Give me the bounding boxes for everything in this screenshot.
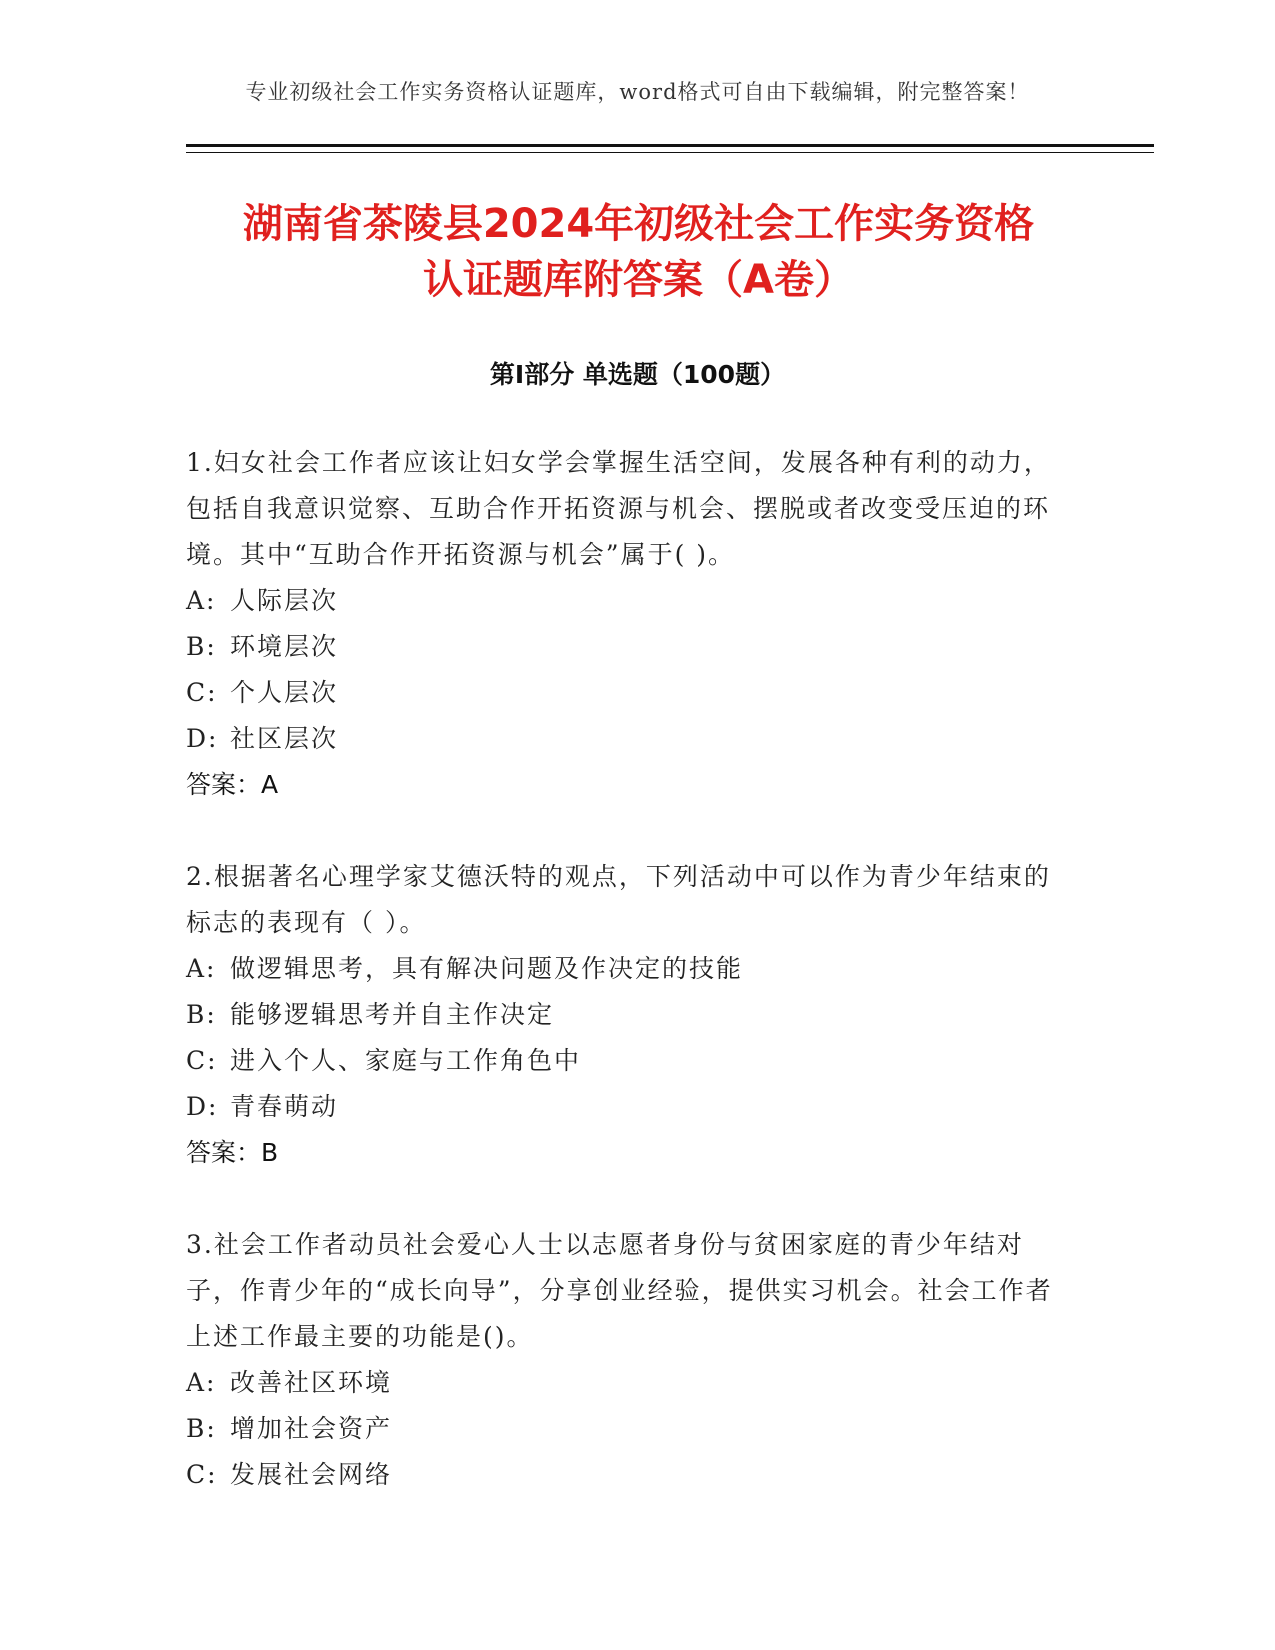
option-text: 人际层次 — [230, 586, 339, 615]
answer: 答案：B — [186, 1138, 279, 1167]
option-a — [186, 946, 1066, 992]
option-text: 能够逻辑思考并自主作决定 — [230, 1000, 555, 1029]
option-b — [186, 624, 1066, 670]
option-text: 进入个人、家庭与工作角色中 — [230, 1046, 582, 1075]
option-key: A: — [186, 1368, 217, 1397]
option-key: A: — [186, 586, 217, 615]
question-stem: 3.社会工作者动员社会爱心人士以志愿者身份与贫困家庭的青少年结对子，作青少年的“成长向导”，分享创业经验，提供实习机会。社会工作者上述工作最主要的功能是()。 — [186, 1230, 1053, 1351]
option-key: D: — [186, 1092, 219, 1121]
question-stem: 2.根据著名心理学家艾德沃特的观点，下列活动中可以作为青少年结束的标志的表现有（ ）。 — [186, 862, 1051, 937]
option-key: C: — [186, 678, 218, 707]
option-key: B: — [186, 1000, 217, 1029]
option-d — [186, 1084, 1066, 1130]
question-2 — [186, 854, 1066, 1176]
document-title-line-2: 认证题库附答案（A卷） — [423, 257, 854, 303]
option-b — [186, 1406, 1066, 1452]
option-a — [186, 578, 1066, 624]
option-c — [186, 1038, 1066, 1084]
document-title-line-1: 湖南省茶陵县2024年初级社会工作实务资格 — [242, 201, 1035, 247]
option-text: 个人层次 — [230, 678, 339, 707]
question-stem: 1.妇女社会工作者应该让妇女学会掌握生活空间，发展各种有利的动力，包括自我意识觉察、互助合作开拓资源与机会、摆脱或者改变受压迫的环境。其中“互助合作开拓资源与机会”属于( )。 — [186, 448, 1051, 569]
question-list — [186, 440, 1066, 1544]
option-key: D: — [186, 724, 219, 753]
option-b — [186, 992, 1066, 1038]
option-text: 做逻辑思考，具有解决问题及作决定的技能 — [230, 954, 744, 983]
document-title — [186, 196, 1091, 308]
header-rule-thick — [186, 144, 1154, 147]
header-rule-thin — [186, 152, 1154, 153]
section-title: 第Ⅰ部分 单选题（100题） — [489, 360, 786, 389]
option-text: 发展社会网络 — [230, 1460, 393, 1489]
question-3 — [186, 1222, 1066, 1498]
option-c — [186, 1452, 1066, 1498]
option-a — [186, 1360, 1066, 1406]
option-text: 增加社会资产 — [230, 1414, 393, 1443]
option-key: A: — [186, 954, 217, 983]
option-text: 青春萌动 — [230, 1092, 339, 1121]
option-key: B: — [186, 632, 217, 661]
option-key: C: — [186, 1046, 218, 1075]
option-text: 改善社区环境 — [230, 1368, 393, 1397]
option-key: C: — [186, 1460, 218, 1489]
option-c — [186, 670, 1066, 716]
answer: 答案：A — [186, 770, 279, 799]
option-text: 社区层次 — [230, 724, 339, 753]
option-key: B: — [186, 1414, 217, 1443]
option-text: 环境层次 — [230, 632, 339, 661]
question-1 — [186, 440, 1066, 808]
option-d — [186, 716, 1066, 762]
page-header: 专业初级社会工作实务资格认证题库，word格式可自由下载编辑，附完整答案！ — [245, 80, 1030, 104]
